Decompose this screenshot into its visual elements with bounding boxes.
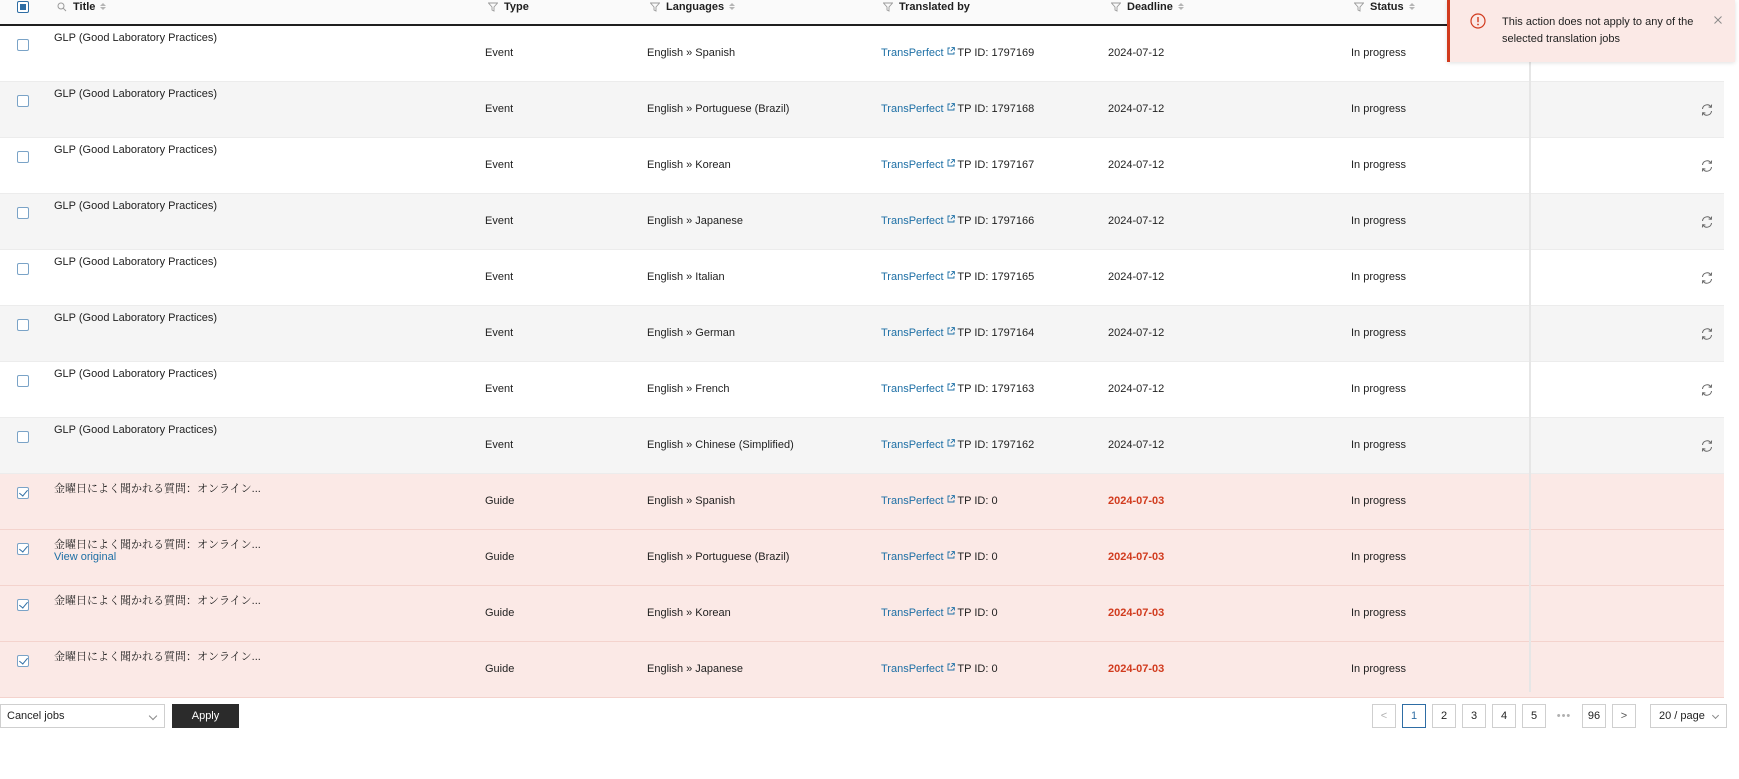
row-checkbox[interactable]: [17, 655, 29, 667]
vendor-link[interactable]: TransPerfect: [881, 159, 944, 171]
tp-id: TP ID: 1797164: [957, 327, 1035, 339]
row-deadline: 2024-07-12: [1108, 103, 1165, 115]
refresh-icon[interactable]: [1700, 271, 1714, 285]
refresh-icon[interactable]: [1700, 159, 1714, 173]
column-languages-label: Languages: [666, 0, 725, 13]
row-status: In progress: [1351, 159, 1407, 171]
table-row[interactable]: [0, 474, 1724, 530]
vendor-link[interactable]: TransPerfect: [881, 607, 944, 619]
row-translated-by: [881, 551, 998, 563]
row-deadline: 2024-07-12: [1108, 383, 1165, 395]
vendor-link[interactable]: TransPerfect: [881, 47, 944, 59]
pagination-ellipsis[interactable]: •••: [1556, 710, 1572, 722]
row-checkbox[interactable]: [17, 319, 29, 331]
row-type: Event: [485, 271, 514, 283]
row-languages: English » French: [647, 383, 730, 395]
column-status-label: Status: [1370, 0, 1404, 13]
row-languages: English » Korean: [647, 607, 731, 619]
column-title-label: Title: [73, 0, 96, 13]
row-translated-by: [881, 271, 1034, 283]
row-status: In progress: [1351, 47, 1407, 59]
table-row[interactable]: [0, 138, 1724, 194]
row-title: GLP (Good Laboratory Practices): [54, 32, 218, 44]
row-type: Event: [485, 159, 514, 171]
row-checkbox[interactable]: [17, 375, 29, 387]
table-row[interactable]: [0, 362, 1724, 418]
tp-id: TP ID: 1797162: [957, 439, 1035, 451]
column-type[interactable]: [488, 0, 529, 13]
row-translated-by: [881, 103, 1034, 115]
row-title: GLP (Good Laboratory Practices): [54, 88, 218, 100]
row-translated-by: [881, 47, 1034, 59]
page-size-value: 20 / page: [1659, 710, 1705, 722]
row-title: 金曜日によく聞かれる質問：オンライン...: [54, 539, 261, 551]
table-row[interactable]: [0, 642, 1724, 698]
table-row[interactable]: [0, 194, 1724, 250]
select-all-checkbox[interactable]: [17, 1, 29, 13]
vendor-link[interactable]: TransPerfect: [881, 103, 944, 115]
row-status: In progress: [1351, 607, 1407, 619]
row-type: Event: [485, 103, 514, 115]
row-title: GLP (Good Laboratory Practices): [54, 144, 218, 156]
page-1-button[interactable]: 1: [1402, 704, 1426, 728]
error-circle-icon: [1470, 13, 1486, 29]
sort-icon[interactable]: [100, 3, 106, 10]
external-link-icon: [947, 47, 955, 55]
row-languages: English » Portuguese (Brazil): [647, 103, 790, 115]
row-translated-by: [881, 159, 1034, 171]
row-type: Event: [485, 327, 514, 339]
vendor-link[interactable]: TransPerfect: [881, 215, 944, 227]
row-title: 金曜日によく聞かれる質問：オンライン...: [54, 651, 261, 663]
row-deadline: 2024-07-12: [1108, 271, 1165, 283]
column-deadline[interactable]: [1111, 0, 1184, 13]
pagination: [1372, 704, 1636, 728]
external-link-icon: [947, 215, 955, 223]
refresh-icon[interactable]: [1700, 439, 1714, 453]
row-title: GLP (Good Laboratory Practices): [54, 424, 218, 436]
bulk-action-select[interactable]: [0, 704, 165, 728]
tp-id: TP ID: 1797166: [957, 215, 1035, 227]
row-checkbox[interactable]: [17, 599, 29, 611]
row-status: In progress: [1351, 663, 1407, 675]
vendor-link[interactable]: TransPerfect: [881, 271, 944, 283]
vendor-link[interactable]: TransPerfect: [881, 495, 944, 507]
tp-id: TP ID: 0: [957, 607, 998, 619]
row-status: In progress: [1351, 439, 1407, 451]
external-link-icon: [947, 439, 955, 447]
column-divider: [1529, 62, 1531, 692]
row-translated-by: [881, 495, 998, 507]
chevron-down-icon: [1712, 712, 1719, 719]
row-status: In progress: [1351, 551, 1407, 563]
external-link-icon: [947, 663, 955, 671]
external-link-icon: [947, 607, 955, 615]
row-checkbox[interactable]: [17, 263, 29, 275]
row-translated-by: [881, 607, 998, 619]
next-page-button[interactable]: >: [1612, 704, 1636, 728]
filter-icon[interactable]: [1111, 2, 1121, 12]
filter-icon[interactable]: [1354, 2, 1364, 12]
external-link-icon: [947, 271, 955, 279]
row-type: Guide: [485, 551, 515, 563]
row-languages: English » Portuguese (Brazil): [647, 551, 790, 563]
column-translated-by[interactable]: [883, 0, 970, 13]
external-link-icon: [947, 159, 955, 167]
row-status: In progress: [1351, 327, 1407, 339]
row-checkbox[interactable]: [17, 95, 29, 107]
search-icon[interactable]: [57, 2, 67, 12]
row-type: Event: [485, 439, 514, 451]
refresh-icon[interactable]: [1700, 383, 1714, 397]
page-5-button[interactable]: 5: [1522, 704, 1546, 728]
table-row[interactable]: [0, 530, 1724, 586]
row-translated-by: [881, 327, 1034, 339]
filter-icon[interactable]: [488, 2, 498, 12]
row-type: Event: [485, 383, 514, 395]
toast-message: This action does not apply to any of the selected translation jobs: [1502, 16, 1694, 45]
row-languages: English » German: [647, 327, 736, 339]
row-checkbox[interactable]: [17, 431, 29, 443]
refresh-icon[interactable]: [1700, 103, 1714, 117]
row-status: In progress: [1351, 383, 1407, 395]
tp-id: TP ID: 1797168: [957, 103, 1035, 115]
row-checkbox[interactable]: [17, 151, 29, 163]
prev-page-button[interactable]: <: [1372, 704, 1396, 728]
row-type: Event: [485, 47, 514, 59]
row-checkbox[interactable]: [17, 543, 29, 555]
apply-button[interactable]: Apply: [172, 704, 239, 728]
page-2-button[interactable]: 2: [1432, 704, 1456, 728]
row-status: In progress: [1351, 103, 1407, 115]
vendor-link[interactable]: TransPerfect: [881, 439, 944, 451]
bulk-action-value: Cancel jobs: [7, 710, 65, 722]
tp-id: TP ID: 1797167: [957, 159, 1035, 171]
row-status: In progress: [1351, 271, 1407, 283]
column-languages[interactable]: [650, 0, 735, 13]
column-deadline-label: Deadline: [1127, 0, 1173, 13]
refresh-icon[interactable]: [1700, 215, 1714, 229]
row-languages: English » Japanese: [647, 215, 744, 227]
row-deadline: 2024-07-12: [1108, 215, 1165, 227]
tp-id: TP ID: 1797163: [957, 383, 1035, 395]
filter-icon[interactable]: [650, 2, 660, 12]
column-title[interactable]: [57, 0, 106, 13]
row-languages: English » Italian: [647, 271, 725, 283]
row-languages: English » Japanese: [647, 663, 744, 675]
row-translated-by: [881, 215, 1034, 227]
row-translated-by: [881, 383, 1034, 395]
row-type: Guide: [485, 607, 515, 619]
row-deadline: 2024-07-03: [1108, 607, 1165, 619]
vendor-link[interactable]: TransPerfect: [881, 663, 944, 675]
row-deadline: 2024-07-12: [1108, 327, 1165, 339]
row-checkbox[interactable]: [17, 487, 29, 499]
row-languages: English » Chinese (Simplified): [647, 439, 794, 451]
external-link-icon: [947, 495, 955, 503]
vendor-link[interactable]: TransPerfect: [881, 383, 944, 395]
row-title: GLP (Good Laboratory Practices): [54, 256, 218, 268]
row-status: In progress: [1351, 215, 1407, 227]
column-status[interactable]: [1354, 0, 1415, 13]
row-languages: English » Spanish: [647, 495, 736, 507]
last-page-button[interactable]: 96: [1582, 704, 1606, 728]
column-translated-by-label: Translated by: [899, 0, 970, 13]
row-languages: English » Spanish: [647, 47, 736, 59]
external-link-icon: [947, 383, 955, 391]
row-title: GLP (Good Laboratory Practices): [54, 200, 218, 212]
row-deadline: 2024-07-03: [1108, 663, 1165, 675]
sort-icon[interactable]: [729, 3, 735, 10]
row-checkbox[interactable]: [17, 39, 29, 51]
vendor-link[interactable]: TransPerfect: [881, 551, 944, 563]
sort-icon[interactable]: [1409, 3, 1415, 10]
tp-id: TP ID: 1797165: [957, 271, 1035, 283]
row-type: Guide: [485, 495, 515, 507]
row-translated-by: [881, 439, 1034, 451]
table-row[interactable]: [0, 82, 1724, 138]
external-link-icon: [947, 551, 955, 559]
row-title: GLP (Good Laboratory Practices): [54, 368, 218, 380]
close-icon[interactable]: [1714, 16, 1722, 24]
tp-id: TP ID: 1797169: [957, 47, 1035, 59]
row-type: Guide: [485, 663, 515, 675]
row-translated-by: [881, 663, 998, 675]
page-3-button[interactable]: 3: [1462, 704, 1486, 728]
row-title: GLP (Good Laboratory Practices): [54, 312, 218, 324]
row-checkbox[interactable]: [17, 207, 29, 219]
table-row[interactable]: [0, 586, 1724, 642]
row-deadline: 2024-07-03: [1108, 551, 1165, 563]
row-deadline: 2024-07-12: [1108, 47, 1165, 59]
table-body: [0, 26, 1724, 698]
row-deadline: 2024-07-03: [1108, 495, 1165, 507]
vendor-link[interactable]: TransPerfect: [881, 327, 944, 339]
chevron-down-icon: [149, 712, 157, 720]
filter-icon[interactable]: [883, 2, 893, 12]
tp-id: TP ID: 0: [957, 495, 998, 507]
page-4-button[interactable]: 4: [1492, 704, 1516, 728]
table-row[interactable]: [0, 306, 1724, 362]
row-title: 金曜日によく聞かれる質問：オンライン...: [54, 483, 261, 495]
sort-icon[interactable]: [1178, 3, 1184, 10]
page-size-select[interactable]: [1650, 704, 1727, 728]
row-title: 金曜日によく聞かれる質問：オンライン...: [54, 595, 261, 607]
row-deadline: 2024-07-12: [1108, 159, 1165, 171]
row-languages: English » Korean: [647, 159, 731, 171]
tp-id: TP ID: 0: [957, 663, 998, 675]
tp-id: TP ID: 0: [957, 551, 998, 563]
table-row[interactable]: [0, 418, 1724, 474]
table-row[interactable]: [0, 250, 1724, 306]
error-toast: [1447, 0, 1735, 62]
row-deadline: 2024-07-12: [1108, 439, 1165, 451]
row-status: In progress: [1351, 495, 1407, 507]
external-link-icon: [947, 103, 955, 111]
refresh-icon[interactable]: [1700, 327, 1714, 341]
column-type-label: Type: [504, 0, 529, 13]
row-type: Event: [485, 215, 514, 227]
external-link-icon: [947, 327, 955, 335]
table-footer: [0, 704, 1739, 730]
view-original-link[interactable]: View original: [54, 551, 117, 563]
